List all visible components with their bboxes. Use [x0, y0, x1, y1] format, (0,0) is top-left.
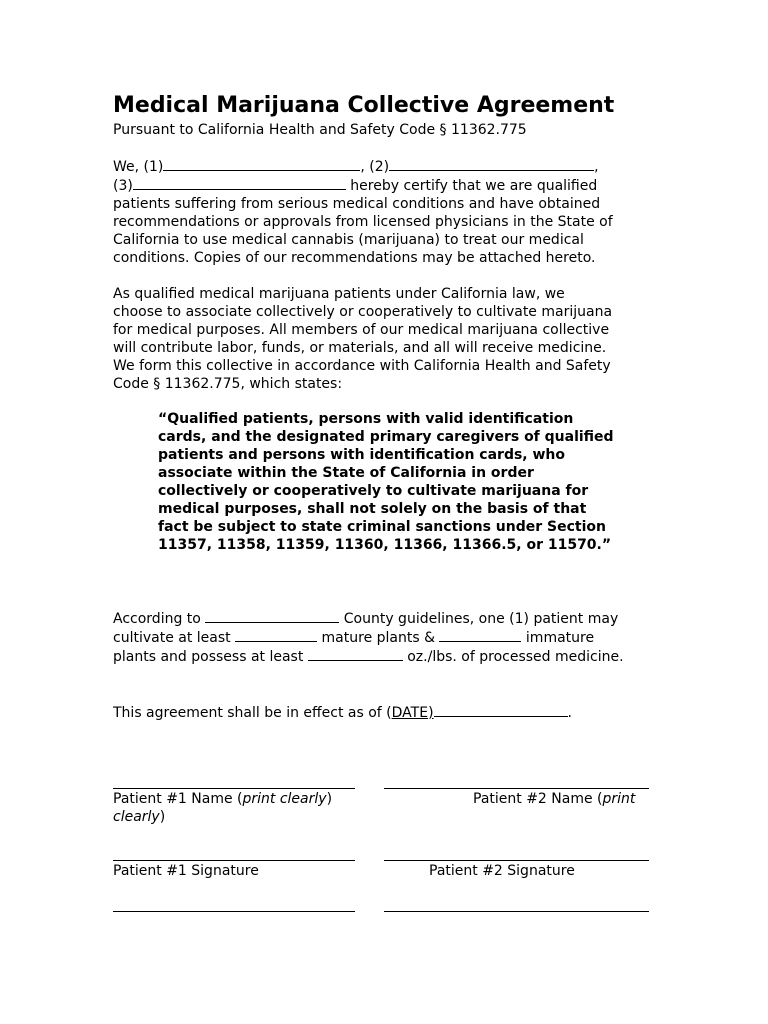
intro-text: ,	[594, 159, 599, 175]
patient-2-signature-line[interactable]	[384, 860, 649, 861]
intro-text: , (2)	[360, 159, 390, 175]
effective-date-line	[113, 703, 658, 722]
quote-line: medical purposes, shall not solely on the basis of that	[158, 501, 587, 517]
patient-1-signature-line[interactable]	[113, 860, 355, 861]
intro-text: recommendations or approvals from licensed physicians in the State of	[113, 214, 613, 230]
patient-1-name-label	[113, 790, 332, 808]
intro-text: patients suffering from serious medical conditions and have obtained	[113, 196, 601, 212]
effective-text: .	[567, 705, 572, 721]
guidelines-text: County guidelines, one (1) patient may	[339, 611, 619, 627]
document-content	[113, 90, 658, 722]
label-text: Patient #1 Name (	[113, 791, 243, 807]
date-blank[interactable]	[434, 703, 568, 717]
collective-paragraph	[113, 285, 658, 393]
label-text: Patient #2 Name (	[473, 791, 603, 807]
guidelines-text: immature	[521, 630, 595, 646]
patient-1-blank[interactable]	[163, 157, 360, 171]
label-text: )	[159, 809, 166, 825]
quote-line: 11357, 11358, 11359, 11360, 11366, 11366.5, or 11570.”	[158, 537, 612, 553]
extra-line-right[interactable]	[384, 911, 649, 912]
extra-line-left[interactable]	[113, 911, 355, 912]
effective-text: )	[428, 705, 434, 721]
collective-text: for medical purposes. All members of our medical marijuana collective	[113, 322, 610, 338]
collective-text: will contribute labor, funds, or materials, and all will receive medicine.	[113, 340, 607, 356]
label-text: )	[326, 791, 333, 807]
label-italic: print	[602, 791, 636, 807]
intro-text: hereby certify that we are qualified	[345, 178, 598, 194]
document-subtitle: Pursuant to California Health and Safety Code § 11362.775	[113, 122, 527, 138]
guidelines-paragraph	[113, 609, 658, 666]
processed-medicine-blank[interactable]	[308, 647, 403, 661]
intro-text: conditions. Copies of our recommendations may be attached hereto.	[113, 250, 596, 266]
patient-2-name-line[interactable]	[384, 788, 649, 789]
guidelines-text: cultivate at least	[113, 630, 236, 646]
collective-text: We form this collective in accordance with California Health and Safety	[113, 358, 611, 374]
quote-line: patients and persons with identification cards, who	[158, 447, 566, 463]
intro-paragraph	[113, 157, 658, 267]
intro-text: California to use medical cannabis (marijuana) to treat our medical	[113, 232, 584, 248]
quote-line: associate within the State of California in order	[158, 465, 534, 481]
effective-text: This agreement shall be in effect as of (	[113, 705, 392, 721]
label-italic: print clearly	[242, 791, 327, 807]
collective-text: Code § 11362.775, which states:	[113, 376, 343, 392]
label-italic: clearly	[113, 809, 160, 825]
collective-text: choose to associate collectively or cooperatively to cultivate marijuana	[113, 304, 613, 320]
guidelines-text: plants and possess at least	[113, 649, 308, 665]
quote-line: “Qualified patients, persons with valid identification	[158, 411, 574, 427]
immature-plants-blank[interactable]	[439, 628, 521, 642]
guidelines-text: According to	[113, 611, 206, 627]
intro-text: We, (1)	[113, 159, 164, 175]
county-blank[interactable]	[205, 609, 339, 623]
quote-line: fact be subject to state criminal sanctions under Section	[158, 519, 606, 535]
document-title: Medical Marijuana Collective Agreement	[113, 93, 615, 118]
patient-1-name-label-cont	[113, 808, 165, 826]
mature-plants-blank[interactable]	[235, 628, 317, 642]
statute-quote	[158, 410, 658, 554]
date-label: DATE	[391, 705, 429, 721]
guidelines-text: mature plants &	[317, 630, 440, 646]
guidelines-text: oz./lbs. of processed medicine.	[402, 649, 624, 665]
patient-3-blank[interactable]	[133, 176, 346, 190]
patient-2-blank[interactable]	[389, 157, 594, 171]
patient-1-name-line[interactable]	[113, 788, 355, 789]
intro-text: (3)	[113, 178, 133, 194]
quote-line: collectively or cooperatively to cultivate marijuana for	[158, 483, 589, 499]
patient-2-signature-label: Patient #2 Signature	[429, 863, 575, 879]
patient-1-signature-label: Patient #1 Signature	[113, 863, 259, 879]
patient-2-name-label	[473, 790, 635, 808]
quote-line: cards, and the designated primary caregivers of qualified	[158, 429, 614, 445]
collective-text: As qualified medical marijuana patients under California law, we	[113, 286, 565, 302]
